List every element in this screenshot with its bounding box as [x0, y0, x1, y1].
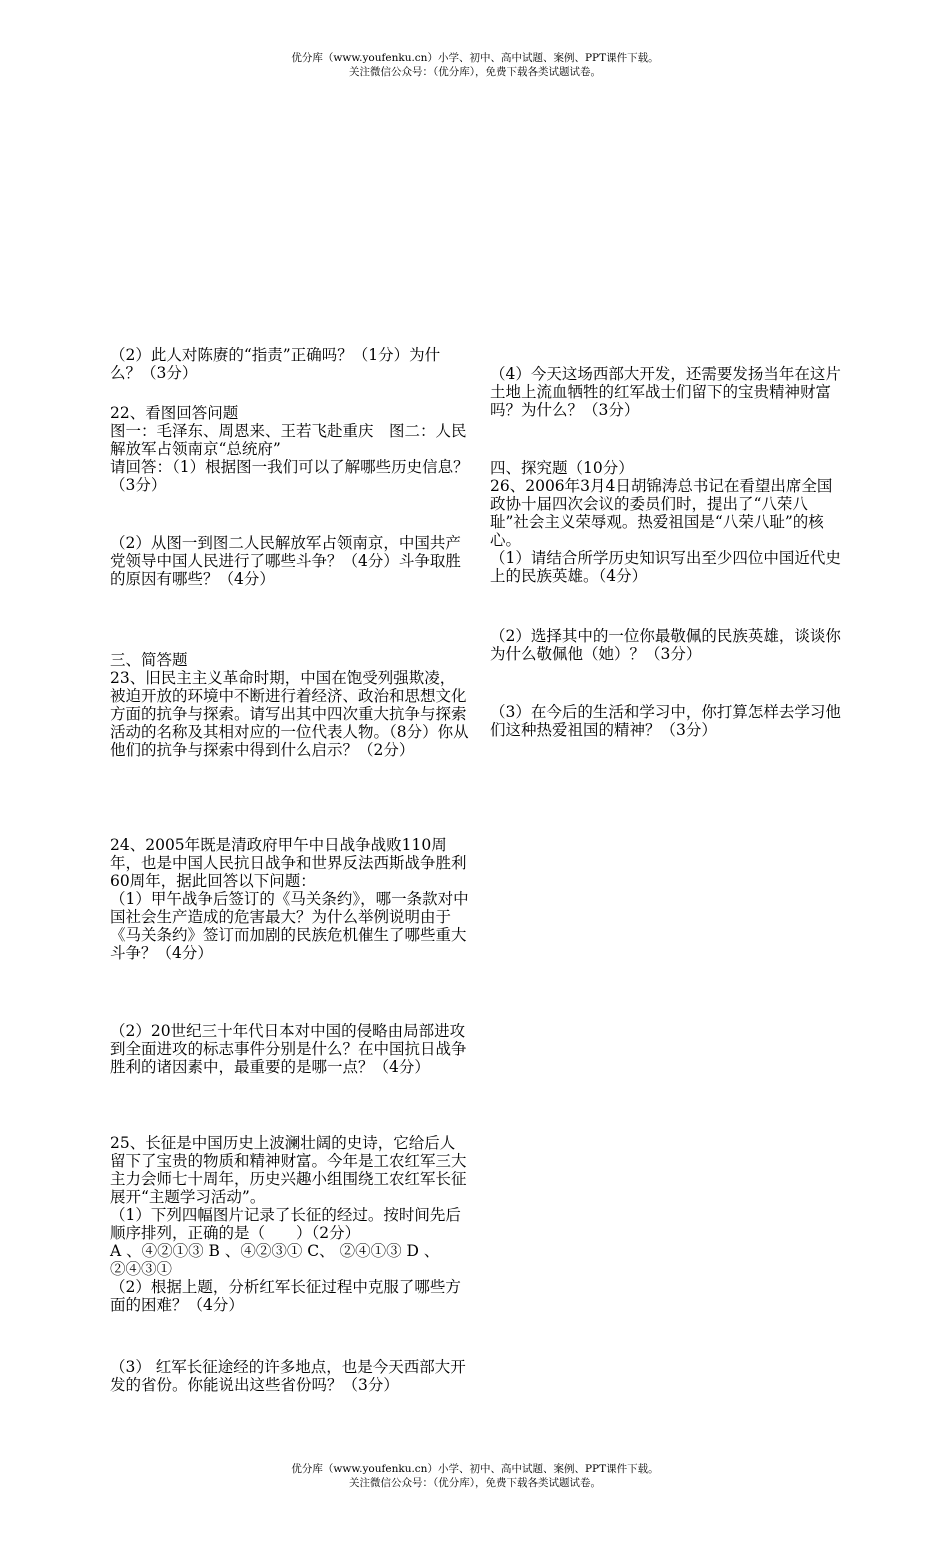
section-4 — [490, 459, 842, 585]
page-footer — [0, 1462, 950, 1490]
question-25-part-2: （2）根据上题，分析红军长征过程中克服了哪些方面的困难？（4分） — [110, 1278, 461, 1314]
question-25-intro: 25、长征是中国历史上波澜壮阔的史诗，它给后人留下了宝贵的物质和精神财富。今年是工农红军三大主力会师七十周年，历史兴趣小组围绕工农红军长征展开“主题学习活动”。 — [110, 1134, 467, 1206]
question-21-part-2: （2）此人对陈赓的“指责”正确吗？（1分）为什么？（3分） — [110, 346, 441, 382]
question-25 — [110, 1134, 470, 1314]
question-25-options: A 、④②①③ B 、④②③① C、 ②④①③ D 、②④③① — [110, 1242, 440, 1278]
question-26-part-3: （3）在今后的生活和学习中，你打算怎样去学习他们这种热爱祖国的精神？（3分） — [490, 703, 841, 739]
page-header — [0, 51, 950, 79]
header-line-2: 关注微信公众号：（优分库），免费下载各类试题试卷。 — [349, 66, 601, 78]
section-4-title: 四、探究题（10分） — [490, 459, 634, 477]
question-26-intro: 26、2006年3月4日胡锦涛总书记在看望出席全国政协十届四次会议的委员们时，提出了“八荣八耻”社会主义荣辱观。热爱祖国是“八荣八耻”的核心。 — [490, 477, 833, 549]
question-22-part-2: （2）从图一到图二人民解放军占领南京，中国共产党领导中国人民进行了哪些斗争？（4分）斗争取胜的原因有哪些？（4分） — [110, 534, 461, 588]
question-24-part-1: （1）甲午战争后签订的《马关条约》，哪一条款对中国社会生产造成的危害最大？为什么举例说明由于《马关条约》签订而加剧的民族危机催生了哪些重大斗争？（4分） — [110, 890, 469, 962]
question-22 — [110, 404, 470, 494]
section-3 — [110, 651, 470, 759]
footer-line-1: 优分库（www.youfenku.cn）小学、初中、高中试题、案例、PPT课件下载。 — [291, 1463, 659, 1475]
question-24 — [110, 836, 470, 962]
question-24-part-2: （2）20世纪三十年代日本对中国的侵略由局部进攻到全面进攻的标志事件分别是什么？在中国抗日战争胜利的诸因素中，最重要的是哪一点？（4分） — [110, 1022, 467, 1076]
question-25-part-4: （4）今天这场西部大开发，还需要发扬当年在这片土地上流血牺牲的红军战士们留下的宝贵精神财富吗？为什么？（3分） — [490, 365, 841, 419]
question-24-intro: 24、2005年既是清政府甲午中日战争战败110周年，也是中国人民抗日战争和世界反法西斯战争胜利60周年，据此回答以下问题： — [110, 836, 467, 890]
question-25-part-3: （3） 红军长征途经的许多地点，也是今天西部大开发的省份。你能说出这些省份吗？（3分） — [110, 1358, 466, 1394]
question-22-part-1: 请回答：（1）根据图一我们可以了解哪些历史信息？（3分） — [110, 458, 469, 494]
question-26-part-1: （1）请结合所学历史知识写出至少四位中国近代史上的民族英雄。（4分） — [490, 549, 841, 585]
header-line-1: 优分库（www.youfenku.cn）小学、初中、高中试题、案例、PPT课件下载。 — [291, 52, 659, 64]
footer-line-2: 关注微信公众号：（优分库），免费下载各类试题试卷。 — [349, 1477, 601, 1489]
section-3-title: 三、简答题 — [110, 651, 188, 669]
question-23: 23、旧民主主义革命时期，中国在饱受列强欺凌，被迫开放的环境中不断进行着经济、政治和思想文化方面的抗争与探索。请写出其中四次重大抗争与探索活动的名称及其相对应的一位代表人物。（8分）你从他们的抗争与探索中得到什么启示？（2分） — [110, 669, 469, 759]
question-26-part-2: （2）选择其中的一位你最敬佩的民族英雄，谈谈你为什么敬佩他（她）？（3分） — [490, 627, 841, 663]
question-22-caption: 图一：毛泽东、周恩来、王若飞赴重庆 图二：人民解放军占领南京“总统府” — [110, 422, 467, 458]
question-25-part-1: （1）下列四幅图片记录了长征的经过。按时间先后顺序排列，正确的是（ ）（2分） — [110, 1206, 461, 1242]
question-22-title: 22、看图回答问题 — [110, 404, 239, 422]
